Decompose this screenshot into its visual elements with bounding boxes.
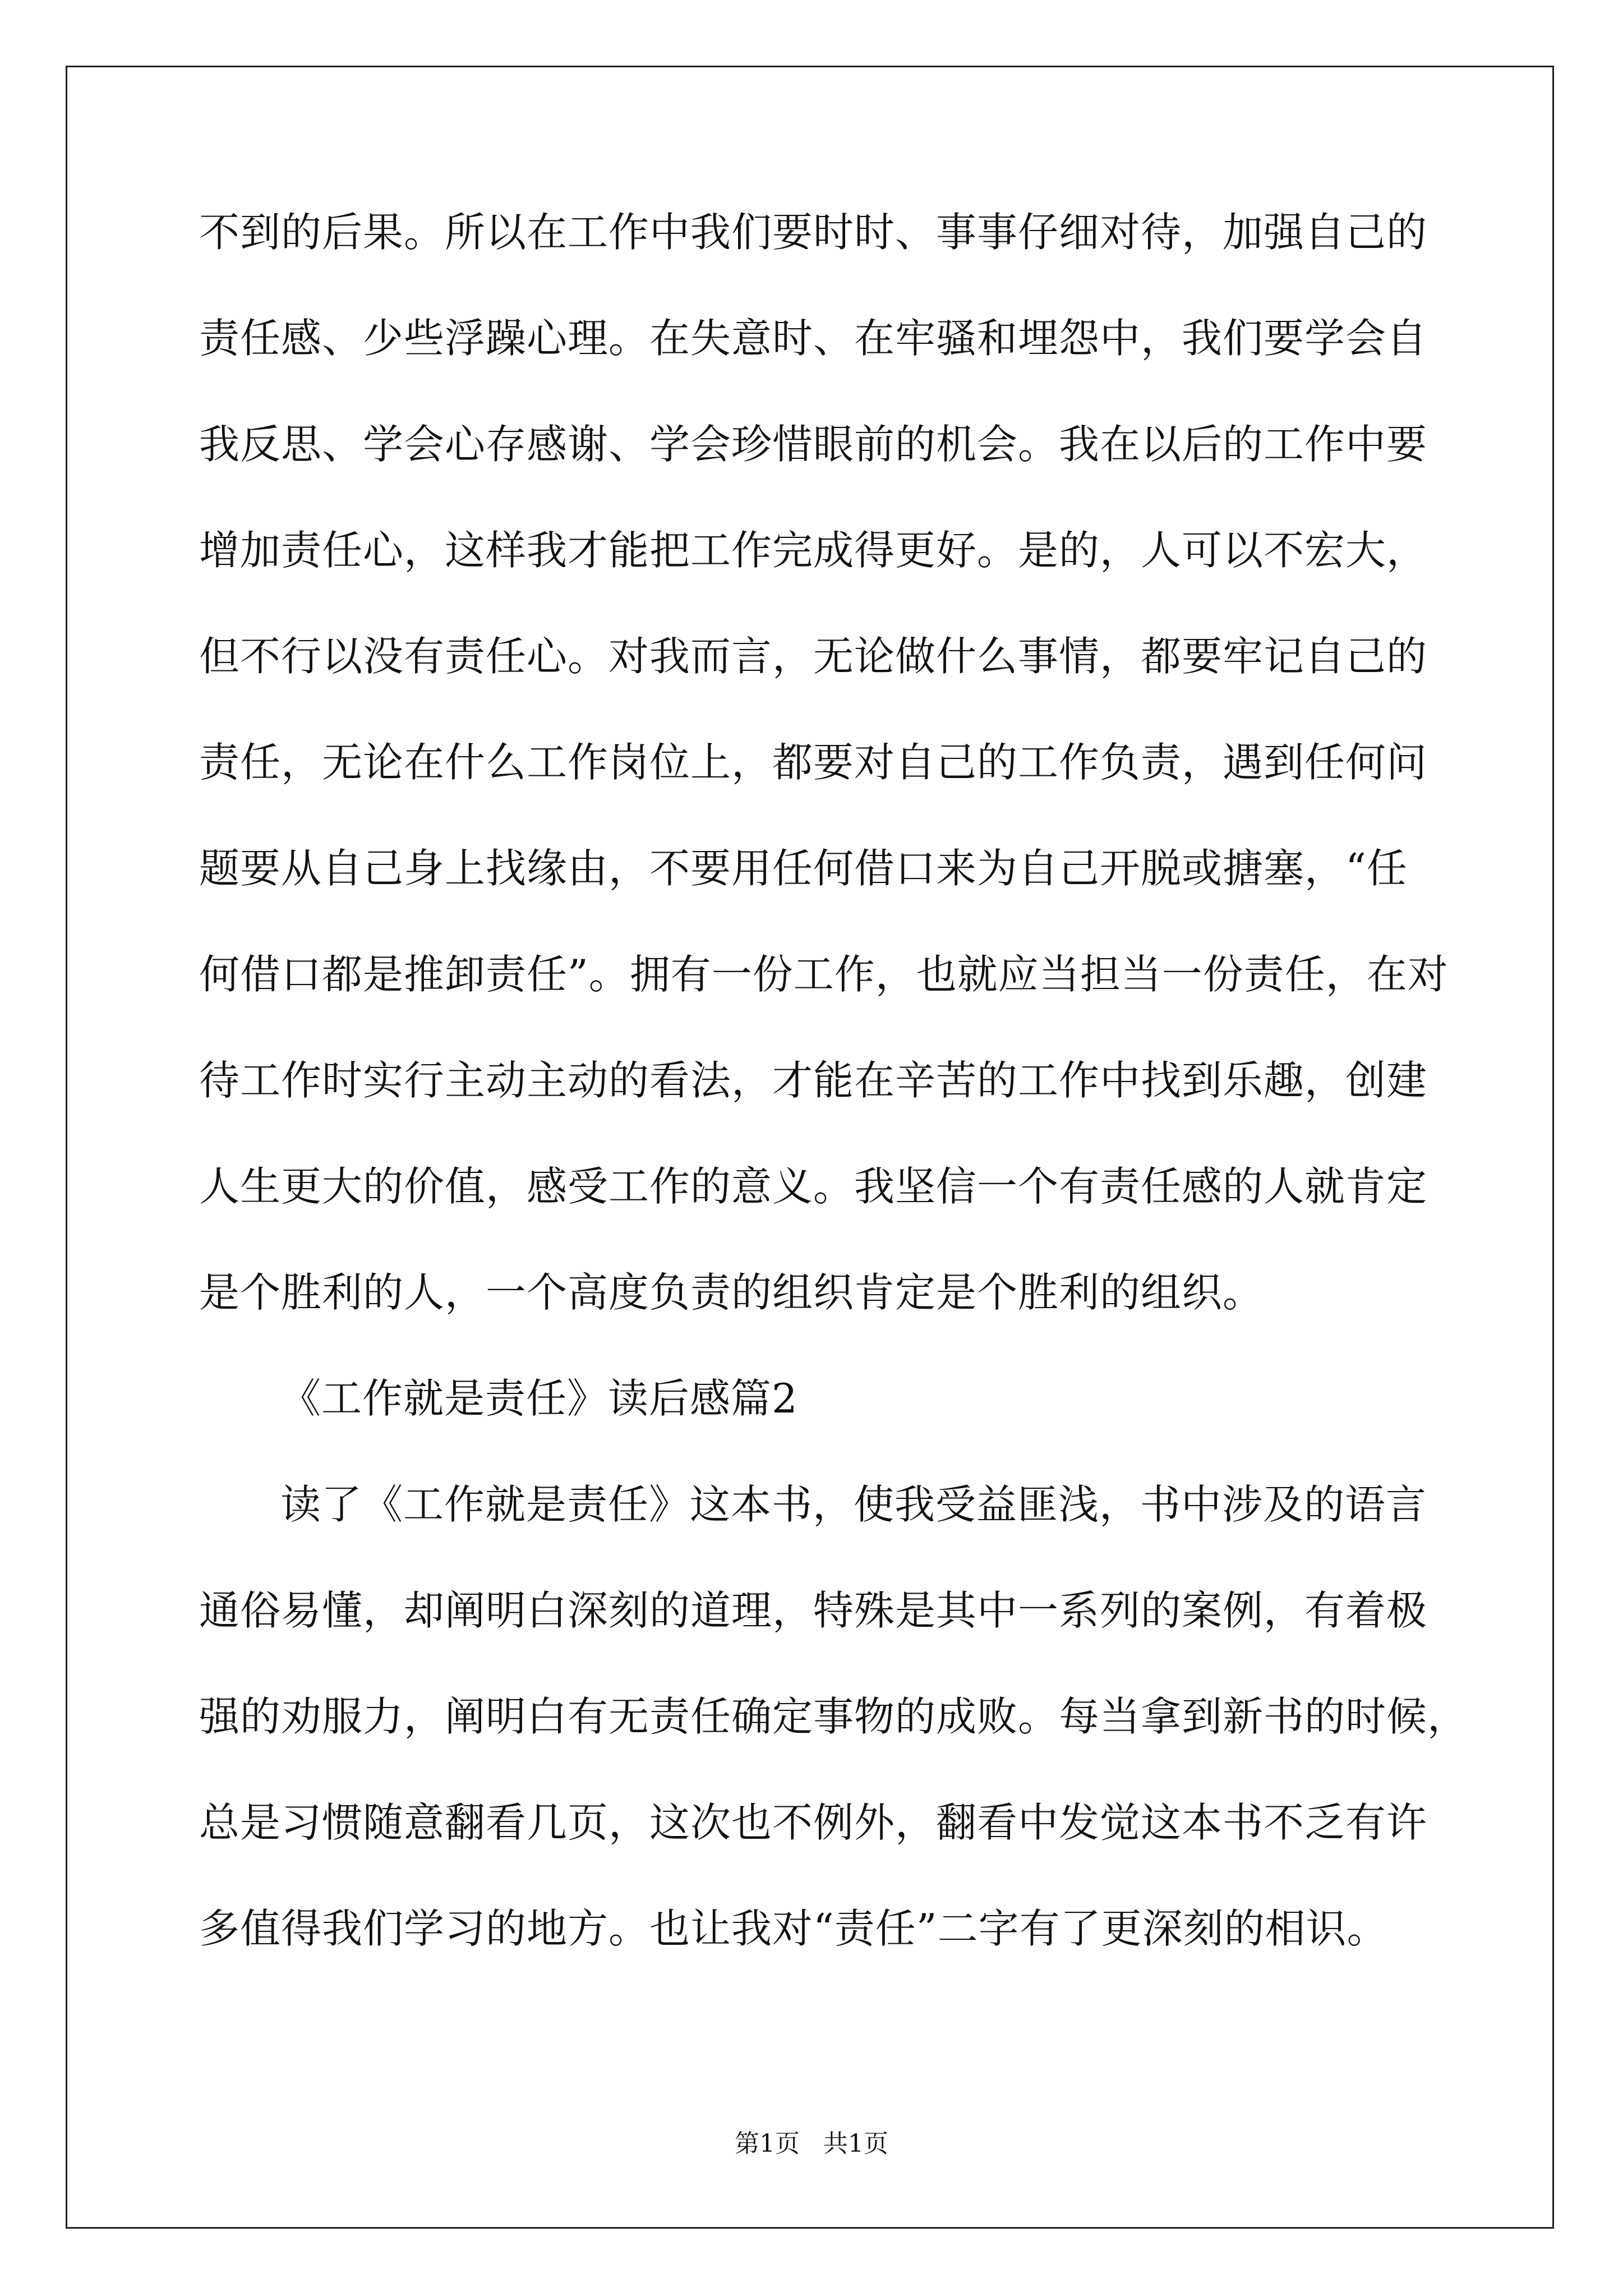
text-line: 我反思、学会心存感谢、学会珍惜眼前的机会。我在以后的工作中要	[199, 421, 1428, 468]
text-line: 责任，无论在什么工作岗位上，都要对自己的工作负责，遇到任何问	[199, 739, 1428, 786]
text-line: 强的劝服力，阐明白有无责任确定事物的成败。每当拿到新书的时候，	[199, 1693, 1469, 1740]
text-line: 总是习惯随意翻看几页，这次也不例外，翻看中发觉这本书不乏有许	[199, 1799, 1428, 1846]
text-line: 多值得我们学习的地方。也让我对“责任”二字有了更深刻的相识。	[199, 1905, 1388, 1952]
page-number: 第1页	[735, 2129, 800, 2158]
text-line: 不到的后果。所以在工作中我们要时时、事事仔细对待，加强自己的	[199, 209, 1428, 256]
text-line: 读了《工作就是责任》这本书，使我受益匪浅，书中涉及的语言	[280, 1481, 1427, 1528]
page-total: 共1页	[823, 2129, 888, 2158]
section-heading: 《工作就是责任》读后感篇2	[280, 1375, 798, 1422]
text-line: 通俗易懂，却阐明白深刻的道理，特殊是其中一系列的案例，有着极	[199, 1587, 1428, 1634]
text-line: 待工作时实行主动主动的看法，才能在辛苦的工作中找到乐趣，创建	[199, 1057, 1428, 1104]
text-line: 何借口都是推卸责任”。拥有一份工作，也就应当担当一份责任，在对	[199, 951, 1449, 998]
text-line: 但不行以没有责任心。对我而言，无论做什么事情，都要牢记自己的	[199, 633, 1428, 680]
document-body	[199, 209, 1469, 2014]
text-line: 题要从自己身上找缘由，不要用任何借口来为自己开脱或搪塞，“任	[199, 845, 1408, 892]
text-line: 增加责任心，这样我才能把工作完成得更好。是的，人可以不宏大，	[199, 527, 1428, 574]
text-line: 是个胜利的人，一个高度负责的组织肯定是个胜利的组织。	[199, 1269, 1264, 1316]
page-footer	[0, 2129, 1623, 2158]
text-line: 人生更大的价值，感受工作的意义。我坚信一个有责任感的人就肯定	[199, 1163, 1428, 1210]
text-line: 责任感、少些浮躁心理。在失意时、在牢骚和埋怨中，我们要学会自	[199, 315, 1428, 362]
